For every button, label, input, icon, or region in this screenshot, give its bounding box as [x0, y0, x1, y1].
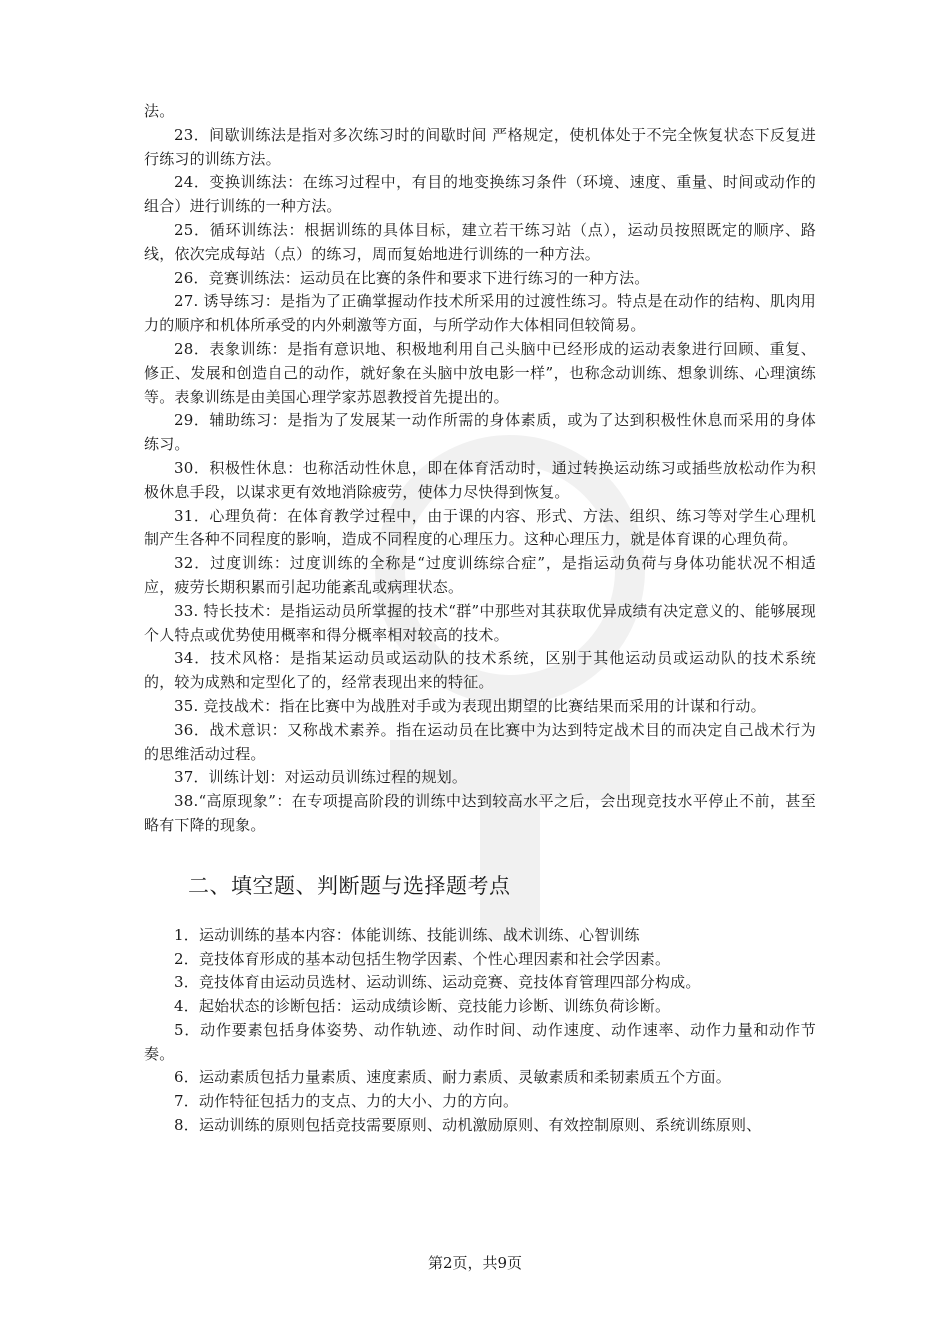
- point-item-4: 4．起始状态的诊断包括：运动成绩诊断、竞技能力诊断、训练负荷诊断。: [174, 997, 671, 1016]
- section-heading: 二、填空题、判断题与选择题考点: [188, 873, 511, 898]
- page-footer: 第2页，共9页: [427, 1254, 523, 1272]
- definition-item-36: 36．战术意识：又称战术素养。指在运动员在比赛中为达到特定战术目的而决定自己战术行为的思维活动过程。: [144, 720, 816, 763]
- point-item-8: 8．运动训练的原则包括竞技需要原则、动机激励原则、有效控制原则、系统训练原则、: [174, 1116, 762, 1135]
- definition-item-35: 35. 竞技战术：指在比赛中为战胜对手或为表现出期望的比赛结果而采用的计谋和行动。: [174, 696, 766, 715]
- document-body: [144, 100, 816, 1138]
- definition-item-32: 32．过度训练：过度训练的全称是“过度训练综合症”，是指运动负荷与身体功能状况不相适应，疲劳长期积累而引起功能紊乱或病理状态。: [144, 554, 816, 596]
- definition-item-27: 27. 诱导练习：是指为了正确掌握动作技术所采用的过渡性练习。特点是在动作的结构、肌肉用力的顺序和机体所承受的内外刺激等方面，与所学动作大体相同但较简易。: [144, 292, 816, 335]
- definition-item-29: 29．辅助练习：是指为了发展某一动作所需的身体素质，或为了达到积极性休息而采用的身体练习。: [144, 411, 816, 454]
- definition-item-30: 30．积极性休息：也称活动性休息，即在体育活动时，通过转换运动练习或插些放松动作为积极休息手段，以谋求更有效地消除疲劳，使体力尽快得到恢复。: [144, 458, 816, 501]
- definition-item-38: 38.“高原现象”：在专项提高阶段的训练中达到较高水平之后，会出现竞技水平停止不前，甚至略有下降的现象。: [144, 792, 816, 834]
- definition-item-24: 24．变换训练法：在练习过程中，有目的地变换练习条件（环境、速度、重量、时间或动作的组合）进行训练的一种方法。: [144, 173, 816, 216]
- point-item-5: 5．动作要素包括身体姿势、动作轨迹、动作时间、动作速度、动作速率、动作力量和动作节奏。: [144, 1020, 816, 1063]
- definition-item-34: 34．技术风格：是指某运动员或运动队的技术系统，区别于其他运动员或运动队的技术系统的，较为成熟和定型化了的，经常表现出来的特征。: [144, 649, 816, 692]
- definition-item-31: 31．心理负荷：在体育教学过程中，由于课的内容、形式、方法、组织、练习等对学生心理机制产生各种不同程度的影响，造成不同程度的心理压力。这种心理压力，就是体育课的心理负荷。: [144, 506, 816, 549]
- point-item-3: 3．竞技体育由运动员选材、运动训练、运动竞赛、竞技体育管理四部分构成。: [174, 973, 701, 992]
- definition-item-26: 26．竞赛训练法：运动员在比赛的条件和要求下进行练习的一种方法。: [174, 268, 650, 287]
- definition-item-37: 37．训练计划：对运动员训练过程的规划。: [174, 768, 468, 787]
- definition-item-33: 33. 特长技术：是指运动员所掌握的技术“群”中那些对其获取优异成绩有决定意义的、能够展现个人特点或优势使用概率和得分概率相对较高的技术。: [144, 601, 816, 644]
- point-item-1: 1．运动训练的基本内容：体能训练、技能训练、战术训练、心智训练: [174, 925, 640, 944]
- point-item-7: 7．动作特征包括力的支点、力的大小、力的方向。: [174, 1092, 519, 1111]
- paragraph-continuation: 法。: [144, 102, 175, 120]
- definition-item-23: 23．间歇训练法是指对多次练习时的间歇时间 严格规定，使机体处于不完全恢复状态下反复进行练习的训练方法。: [144, 125, 816, 168]
- point-item-6: 6．运动素质包括力量素质、速度素质、耐力素质、灵敏素质和柔韧素质五个方面。: [174, 1068, 731, 1087]
- definition-item-28: 28．表象训练：是指有意识地、积极地利用自己头脑中已经形成的运动表象进行回顾、重复、修正、发展和创造自己的动作，就好象在头脑中放电影一样”，也称念动训练、想象训练、心理演练等。表象训练是由美国心理学家苏恩教授首先提出的。: [144, 339, 816, 406]
- definition-item-25: 25．循环训练法：根据训练的具体目标，建立若干练习站（点），运动员按照既定的顺序、路线，依次完成每站（点）的练习，周而复始地进行训练的一种方法。: [144, 220, 816, 263]
- point-item-2: 2．竞技体育形成的基本动包括生物学因素、个性心理因素和社会学因素。: [174, 949, 671, 968]
